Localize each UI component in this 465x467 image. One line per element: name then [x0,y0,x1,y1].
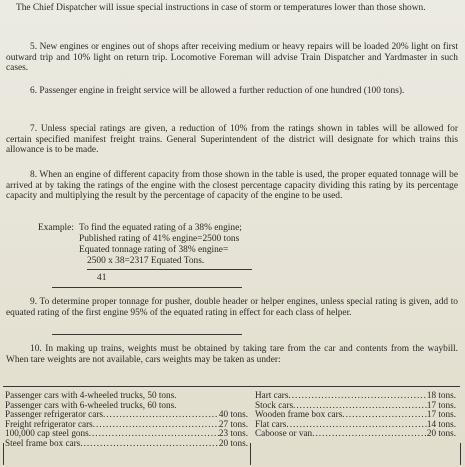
weight-row: Flat cars ..... 14 tons. [255,420,456,430]
table-column-divider [250,443,251,465]
weight-row: Passenger cars with 4-wheeled trucks, 50 tons. [5,391,177,400]
separator-rule-2 [52,334,242,335]
weight-row: Passenger refrigerator cars ..... 40 tons. [5,410,248,420]
example-line-1: To find the equated rating of a 38% engine; [79,223,242,233]
weight-row: Freight refrigerator cars ..... 27 tons. [5,420,248,430]
weight-row: Steel frame box cars ..... 20 tons. [5,439,248,449]
example-line-3: Equated tonnage rating of 38% engine= [79,245,229,255]
weight-row: Stock cars ..... 17 tons. [255,401,456,411]
paragraph-6-passenger-engine: 6. Passenger engine in freight service will be allowed a further reduction of one hundred (100 tons). [30,86,405,96]
example-line-2: Published rating of 41% engine=2500 tons [79,234,240,244]
fraction-bar [87,269,252,270]
paragraph-8-different-capacity: 8. When an engine of different capacity from those shown in the table is used, the proper equated tonnage will be arrived at by taking the ratings of the engine with the closest percentage capacity dividing this rating by its percentage capacity and multiplying the result by the percentage of capacity of the engine to be used. [6,170,458,201]
table-side-borders [3,443,461,465]
weights-table-right [255,391,456,439]
weight-row: Passenger cars with 6-wheeled trucks, 60 tons. [5,400,177,410]
weight-row: 100,000 cap steel gons ..... 23 tons. [5,429,248,439]
paragraph-7-reduction: 7. Unless special ratings are given, a reduction of 10% from the ratings shown in tables will be allowed for certain specified manifest freight trains. General Superintendent of the district will designate for which trains this allowance is to be made. [6,124,458,155]
paragraph-storm-instructions: The Chief Dispatcher will issue special instructions in case of storm or temperatures lower than those shown. [16,3,426,13]
weight-row: Wooden frame box cars ..... 17 tons. [255,410,456,420]
example-label: Example: [38,223,74,233]
example-divisor: 41 [97,273,107,283]
paragraph-10-making-up-trains: 10. In making up trains, weights must be obtained by taking tare from the car and contents from the waybill. When tare weights are not available, cars weights may be taken as under: [6,344,458,365]
paragraph-5-new-engines: 5. New engines or engines out of shops after receiving medium or heavy repairs will be loaded 20% light on first outward trip and 10% light on return trip. Locomotive Foreman will advise Train Dispatcher and Yardmaster in such cases. [6,42,458,73]
weights-table-left [5,391,248,449]
weight-row: Caboose or van ..... 20 tons. [255,429,456,439]
table-top-rule [3,386,460,387]
separator-rule-1 [52,287,242,288]
weight-row: Hart cars ..... 18 tons. [255,391,456,401]
paragraph-9-pusher-tonnage: 9. To determine proper tonnage for pusher, double header or helper engines, unless special rating is given, add to equated rating of the first engine 95% of the equated rating in effect for each class of helper. [6,297,458,318]
example-line-4: 2500 x 38=2317 Equated Tons. [87,256,205,266]
